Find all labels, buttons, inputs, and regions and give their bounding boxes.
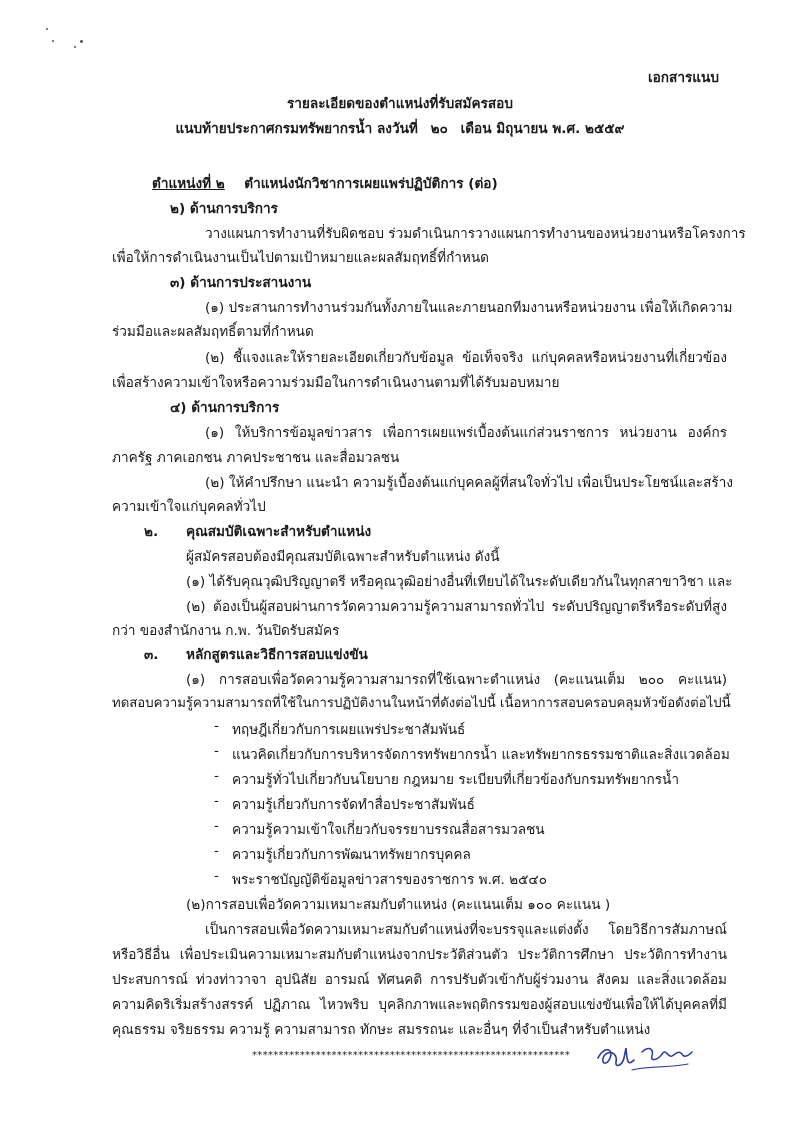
duty-text: (๑) ประสานการทำงานร่วมกันทั้งภายในและภายนอกทีมงานหรือหน่วยงาน เพื่อให้เกิดความ <box>205 300 733 316</box>
exam-text: ประสบการณ์ ท่วงท่าวาจา อุปนิสัย อารมณ์ ทัศนคติ การปรับตัวเข้ากับผู้ร่วมงาน สังคม และสิ่งแวดล้อม <box>112 972 727 988</box>
exam-topic: ความรู้ทั่วไปเกี่ยวกับนโยบาย กฎหมาย ระเบียบที่เกี่ยวข้องกับกรมทรัพยากรน้ำ <box>232 772 679 788</box>
duty-heading-coordination: ๓) ด้านการประสานงาน <box>170 275 312 291</box>
duty-heading-service: ๒) ด้านการบริการ <box>170 201 278 217</box>
duty-text: วางแผนการทำงานที่รับผิดชอบ ร่วมดำเนินการวางแผนการทำงานของหน่วยงานหรือโครงการ <box>205 226 746 242</box>
qualifications-number: ๒. <box>144 524 159 540</box>
document-subtitle <box>0 117 800 139</box>
exam-topic: แนวคิดเกี่ยวกับการบริหารจัดการทรัพยากรน้ำ และทรัพยากรธรรมชาติและสิ่งแวดล้อม <box>232 747 730 763</box>
exam-number: ๓. <box>144 647 159 663</box>
scan-speck <box>52 40 54 42</box>
exam-topic: ความรู้เกี่ยวกับการจัดทำสื่อประชาสัมพันธ์ <box>232 797 475 813</box>
topic-bullet: - <box>214 768 219 784</box>
scan-speck <box>74 46 76 48</box>
duty-heading-service-2: ๔) ด้านการบริการ <box>170 400 280 416</box>
exam-text: ความคิดริเริ่มสร้างสรรค์ ปฏิภาณ ไหวพริบ บุคลิกภาพและพฤติกรรมของผู้สอบแข่งขันเพื่อให้ได้บุคคลที่มี <box>112 997 727 1013</box>
duty-text: ร่วมมือและผลสัมฤทธิ์ตามที่กำหนด <box>112 324 314 340</box>
exam-topic: ความรู้เกี่ยวกับการพัฒนาทรัพยากรบุคคล <box>232 847 471 863</box>
duty-text: (๒) ให้คำปรึกษา แนะนำ ความรู้เบื้องต้นแก่บุคคลผู้ที่สนใจทั่วไป เพื่อเป็นประโยชน์และสร้าง <box>205 475 733 491</box>
qualifications-intro: ผู้สมัครสอบต้องมีคุณสมบัติเฉพาะสำหรับตำแหน่ง ดังนี้ <box>186 549 500 565</box>
subtitle-day: ๒๐ <box>430 121 448 137</box>
qualification-item: (๒) ต้องเป็นผู้สอบผ่านการวัดความความรู้ความสามารถทั่วไป ระดับปริญญาตรีหรือระดับที่สูง <box>186 599 727 615</box>
subtitle-prefix: แนบท้ายประกาศกรมทรัพยากรน้ำ ลงวันที่ <box>175 121 418 137</box>
topic-bullet: - <box>214 818 219 834</box>
footer-separator: ************************************************************ <box>252 1050 570 1061</box>
duty-text: ความเข้าใจแก่บุคคลทั่วไป <box>112 499 266 515</box>
exam-topic: พระราชบัญญัติข้อมูลข่าวสารของราชการ พ.ศ. ๒๕๔๐ <box>232 872 548 888</box>
duty-text: (๒) ชี้แจงและให้รายละเอียดเกี่ยวกับข้อมูล ข้อเท็จจริง แก่บุคคลหรือหน่วยงานที่เกี่ยวข้อง <box>205 350 727 366</box>
scan-speck <box>80 40 83 43</box>
signature-mark <box>592 1036 702 1078</box>
topic-bullet: - <box>214 743 219 759</box>
exam-text: ทดสอบความรู้ความสามารถที่ใช้ในการปฏิบัติงานในหน้าที่ดังต่อไปนี้ เนื้อหาการสอบครอบคลุมหัวข้อดังต่อไปนี้ <box>112 696 731 711</box>
duty-text: ภาครัฐ ภาคเอกชน ภาคประชาชน และสื่อมวลชน <box>112 450 400 466</box>
exam-text: คุณธรรม จริยธรรม ความรู้ ความสามารถ ทักษะ สมรรถนะ และอื่นๆ ที่จำเป็นสำหรับตำแหน่ง <box>112 1022 651 1038</box>
exam-heading: หลักสูตรและวิธีการสอบแข่งขัน <box>186 647 368 663</box>
document-title: รายละเอียดของตำแหน่งที่รับสมัครสอบ <box>287 96 513 112</box>
signature <box>592 1036 702 1078</box>
duty-text: เพื่อสร้างความเข้าใจหรือความร่วมมือในการดำเนินงานตามที่ได้รับมอบหมาย <box>112 375 560 391</box>
topic-bullet: - <box>214 718 219 734</box>
attachment-label: เอกสารแนบ <box>648 70 719 86</box>
exam-topic: ทฤษฎีเกี่ยวกับการเผยแพร่ประชาสัมพันธ์ <box>232 722 466 738</box>
qualifications-heading: คุณสมบัติเฉพาะสำหรับตำแหน่ง <box>186 524 372 540</box>
exam-text: หรือวิธีอื่น เพื่อประเมินความเหมาะสมกับตำแหน่งจากประวัติส่วนตัว ประวัติการศึกษา ประวัติการทำงาน <box>112 947 727 963</box>
exam-text: เป็นการสอบเพื่อวัดความเหมาะสมกับตำแหน่งที่จะบรรจุและแต่งตั้ง โดยวิธีการสัมภาษณ์ <box>205 922 727 938</box>
topic-bullet: - <box>214 868 219 884</box>
position-label: ตำแหน่งที่ ๒ <box>152 176 225 192</box>
exam-part2-heading: (๒)การสอบเพื่อวัดความเหมาะสมกับตำแหน่ง (คะแนนเต็ม ๑๐๐ คะแนน ) <box>186 897 611 913</box>
position-line <box>152 172 498 194</box>
scan-speck <box>46 28 48 30</box>
position-name: ตำแหน่งนักวิชาการเผยแพร่ปฏิบัติการ (ต่อ) <box>244 176 498 192</box>
subtitle-suffix: เดือน มิถุนายน พ.ศ. ๒๕๕๙ <box>460 121 625 137</box>
duty-text: (๑) ให้บริการข้อมูลข่าวสาร เพื่อการเผยแพร่เบื้องต้นแก่ส่วนราชการ หน่วยงาน องค์กร <box>205 425 727 441</box>
exam-text: (๑) การสอบเพื่อวัดความรู้ความสามารถที่ใช้เฉพาะตำแหน่ง (คะแนนเต็ม ๒๐๐ คะแนน) <box>186 672 727 688</box>
topic-bullet: - <box>214 793 219 809</box>
topic-bullet: - <box>214 843 219 859</box>
qualification-item: กว่า ของสำนักงาน ก.พ. วันปิดรับสมัคร <box>112 623 340 639</box>
exam-topic: ความรู้ความเข้าใจเกี่ยวกับจรรยาบรรณสื่อสารมวลชน <box>232 822 545 838</box>
qualification-item: (๑) ได้รับคุณวุฒิปริญญาตรี หรือคุณวุฒิอย่างอื่นที่เทียบได้ในระดับเดียวกันในทุกสาขาวิชา และ <box>186 574 733 590</box>
duty-text: เพื่อให้การดำเนินงานเป็นไปตามเป้าหมายและผลสัมฤทธิ์ที่กำหนด <box>112 250 490 266</box>
